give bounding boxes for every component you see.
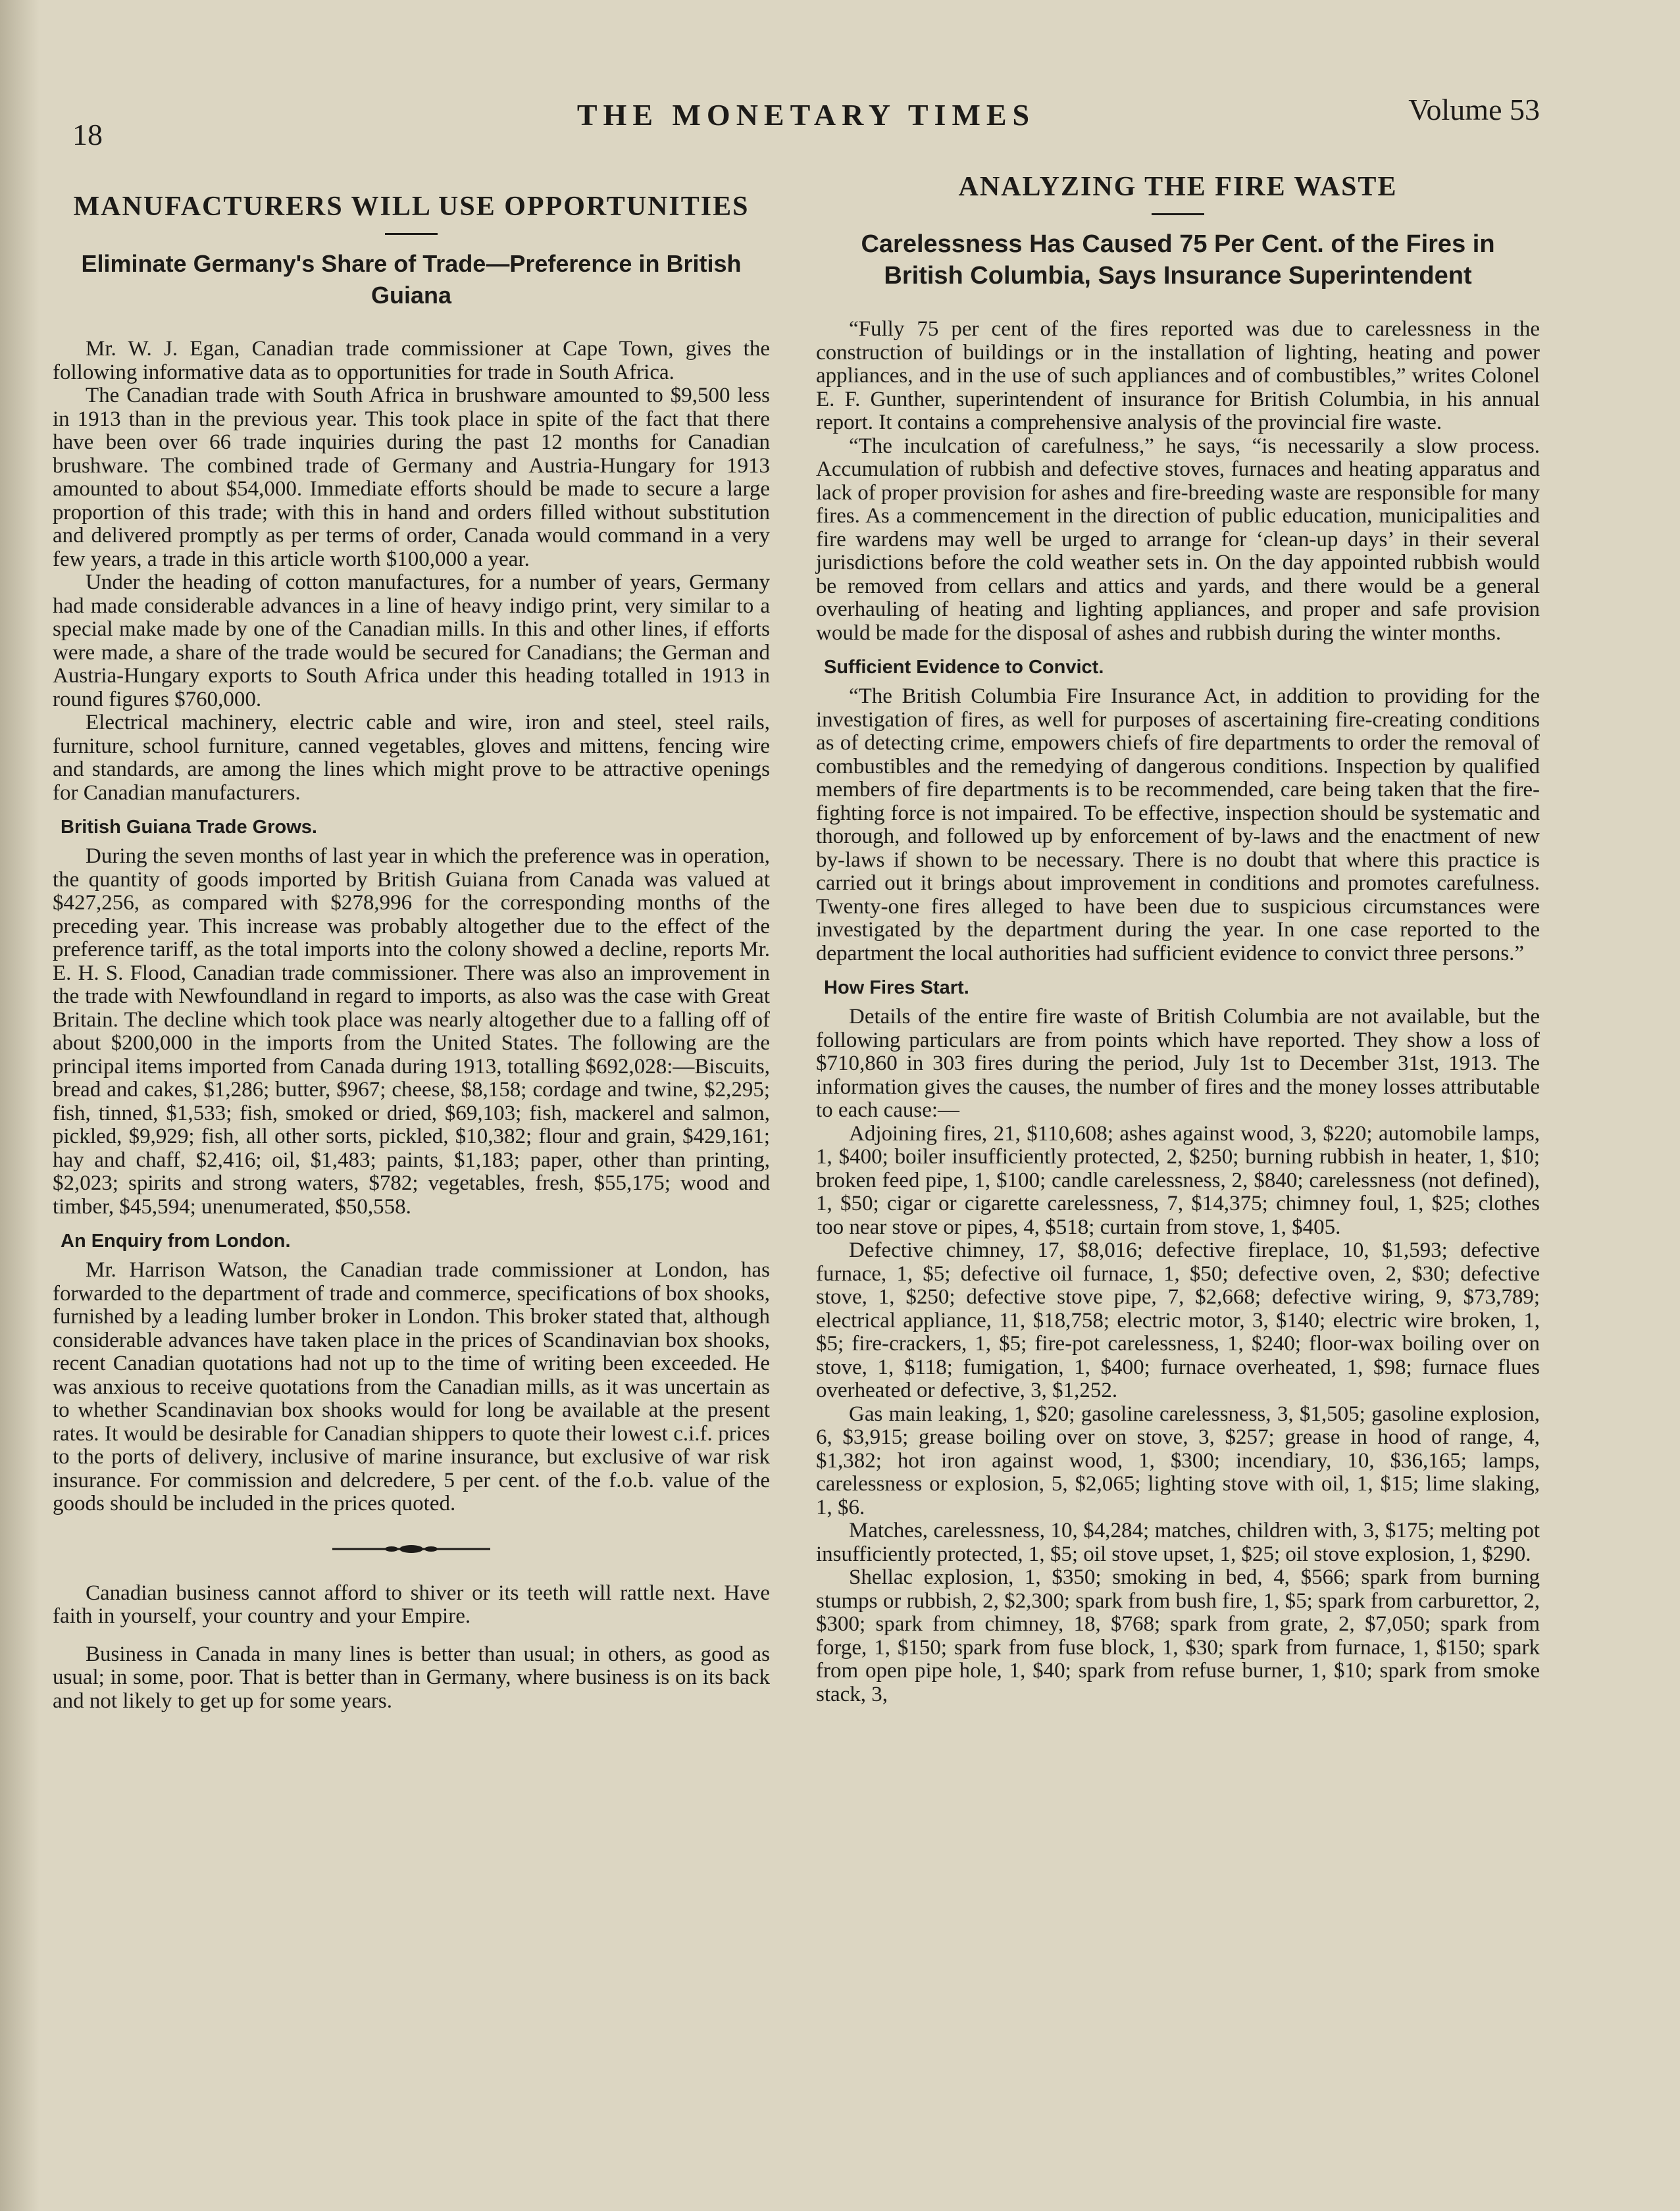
article-paragraph: Electrical machinery, electric cable and wire, iron and steel, steel rails, furniture, school furniture, canned vegetables, gloves and mittens, fencing wire and standards, are among the lines which might prove to be attractive openings for Canadian manufacturers. <box>53 711 770 805</box>
section-heading-guiana: British Guiana Trade Grows. <box>61 817 317 838</box>
right-subhead: Carelessness Has Caused 75 Per Cent. of the Fires in British Columbia, Says Insurance Superintendent <box>861 230 1495 290</box>
closing-notes <box>53 1582 770 1714</box>
article-paragraph: Details of the entire fire waste of British Columbia are not available, but the following particulars are from points which have reported. They show a loss of $710,860 in 303 fires during the period, July 1st to December 31st, 1913. The information gives the causes, the number of fires and the money losses attributable to each cause:— <box>816 1005 1540 1122</box>
section-heading-london: An Enquiry from London. <box>61 1231 291 1252</box>
article-paragraph: Under the heading of cotton manufactures, for a number of years, Germany had made considerable advances in a line of heavy indigo print, very similar to a special make made by one of the Canadian mills. In this and other lines, if efforts were made, a share of the trade would be secured for Canadians; the German and Austria-Hungary exports to South Africa under this heading totalled in 1913 in round figures $760,000. <box>53 571 770 711</box>
article-paragraph: Shellac explosion, 1, $350; smoking in bed, 4, $566; spark from burning stumps or rubbish, 2, $2,300; spark from bush fire, 1, $5; spark from carburettor, 2, $300; spark from chimney, 18, $768; spark from grate, 2, $7,050; spark from forge, 1, $150; spark from fuse block, 1, $30; spark from furnace, 1, $150; spark from open pipe hole, 1, $40; spark from refuse burner, 1, $10; spark from smoke stack, 3, <box>816 1565 1540 1706</box>
page-header <box>72 92 1540 151</box>
closing-paragraph: Canadian business cannot afford to shiver or its teeth will rattle next. Have faith in yourself, your country and your Empire. <box>53 1581 770 1628</box>
binding-shadow <box>0 0 39 2211</box>
article-paragraph: Mr. Harrison Watson, the Canadian trade commissioner at London, has forwarded to the department of trade and commerce, specifications of box shooks, furnished by a leading lumber broker in London. This broker stated that, although considerable advances have taken place in the prices of Scandinavian box shooks, recent Canadian quotations had not up to the time of writing been exceeded. He was anxious to receive quotations from the Canadian mills, as it was uncertain as to whether Scandinavian box shooks would for long be available at the present rates. It would be desirable for Canadian shippers to quote their lowest c.i.f. prices to the ports of delivery, inclusive of marine insurance, but exclusive of war risk insurance. For commission and delcredere, 5 per cent. of the f.o.b. value of the goods should be included in the prices quoted. <box>53 1258 770 1515</box>
left-headline: MANUFACTURERS WILL USE OPPORTUNITIES <box>73 191 750 222</box>
article-paragraph: Defective chimney, 17, $8,016; defective fireplace, 10, $1,593; defective furnace, 1, $5; defective oil furnace, 1, $50; defective oven, 2, $30; defective stove, 1, $250; defective stove pipe, 7, $2,668; defective wiring, 9, $73,789; electrical appliance, 11, $18,758; electric motor, 3, $140; electric wire broken, 1, $5; fire-crackers, 1, $5; fire-pot carelessness, 1, $240; floor-wax boiling over on stove, 1, $118; fumigation, 1, $400; furnace overheated, 1, $98; furnace flues overheated or defective, 3, $1,252. <box>816 1238 1540 1402</box>
ornamental-divider <box>332 1542 490 1556</box>
headline-rule <box>1152 213 1204 215</box>
publication-title: THE MONETARY TIMES <box>576 98 1036 132</box>
left-subhead: Eliminate Germany's Share of Trade—Preference in British Guiana <box>81 250 742 309</box>
volume-label: Volume 53 <box>1408 93 1540 126</box>
section-heading-fires: How Fires Start. <box>824 977 969 998</box>
article-paragraph: “Fully 75 per cent of the fires reported was due to carelessness in the construction of buildings or in the installation of lighting, heating and power appliances, and in the use of such appliances and of combustibles,” writes Colonel E. F. Gunther, superintendent of insurance for British Columbia, in his annual report. It contains a comprehensive analysis of the provincial fire waste. <box>816 317 1540 434</box>
article-paragraph: “The British Columbia Fire Insurance Act, in addition to providing for the investigation of fires, as well for purposes of ascertaining fire-creating conditions as of detecting crime, empowers chiefs of fire departments to order the removal of combustibles and the remedying of dangerous conditions. Inspection by qualified members of fire departments is to be recommended, care being taken that the fire-fighting force is not impaired. To be effective, inspection should be systematic and thorough, and followed up by enforcement of by-laws and the enactment of new by-laws if shown to be necessary. There is no doubt that where this practice is carried out it brings about improvement in conditions and promotes carefulness. Twenty-one fires alleged to have been due to suspicious circumstances were investigated by the department during the year. In one case reported to the department the local authorities had sufficient evidence to convict three persons.” <box>816 684 1540 965</box>
article-paragraph: Adjoining fires, 21, $110,608; ashes against wood, 3, $220; automobile lamps, 1, $400; boiler insufficiently protected, 2, $250; burning rubbish in heater, 1, $10; broken feed pipe, 1, $100; candle carelessness, 2, $840; carelessness (not defined), 1, $50; cigar or cigarette carelessness, 7, $14,375; chimney foul, 1, $25; clothes too near stove or pipes, 4, $518; curtain from stove, 1, $405. <box>816 1121 1540 1239</box>
page-number: 18 <box>72 118 103 151</box>
closing-paragraph: Business in Canada in many lines is better than usual; in others, as good as usual; in some, poor. That is better than in Germany, where business is on its back and not likely to get up for some years. <box>53 1642 770 1713</box>
article-paragraph: The Canadian trade with South Africa in brushware amounted to $9,500 less in 1913 than in the previous year. This took place in spite of the fact that there have been over 66 trade inquiries during the past 12 months for Canadian brushware. The combined trade of Germany and Austria-Hungary for 1913 amounted to about $54,000. Immediate efforts should be made to secure a large proportion of this trade; with this in hand and orders filled without substitution and delivered promptly as per terms of order, Canada would command in a very few years, a trade in this article worth $100,000 a year. <box>53 384 770 571</box>
article-paragraph: Matches, carelessness, 10, $4,284; matches, children with, 3, $175; melting pot insufficiently protected, 1, $5; oil stove upset, 1, $25; oil stove explosion, 1, $290. <box>816 1519 1540 1566</box>
section-heading-evidence: Sufficient Evidence to Convict. <box>824 657 1104 678</box>
right-headline: ANALYZING THE FIRE WASTE <box>958 172 1398 202</box>
article-paragraph: Gas main leaking, 1, $20; gasoline carelessness, 3, $1,505; gasoline explosion, 6, $3,915; grease boiling over on stove, 3, $257; grease in hood of range, 4, $1,382; hot iron against wood, 1, $300; incendiary, 10, $36,165; lamps, carelessness or explosion, 5, $2,065; lighting stove with oil, 1, $15; lime slaking, 1, $6. <box>816 1402 1540 1519</box>
article-paragraph: “The inculcation of carefulness,” he says, “is necessarily a slow process. Accumulation of rubbish and defective stoves, furnaces and heating apparatus and lack of proper provision for ashes and fire-breeding waste are responsible for many fires. As a commencement in the direction of public education, municipalities and fire wardens may well be urged to arrange for ‘clean-up days’ in their several jurisdictions before the cold weather sets in. On the day appointed rubbish would be removed from cellars and attics and yards, and there would be a general overhauling of heating and lighting appliances, and proper and safe provision would be made for the disposal of ashes and rubbish during the winter months. <box>816 434 1540 645</box>
article-paragraph: During the seven months of last year in which the preference was in operation, the quantity of goods imported by British Guiana from Canada was valued at $427,256, as compared with $278,996 for the corresponding months of the preceding year. This increase was probably altogether due to the effect of the preference tariff, as the total imports into the colony showed a decline, reports Mr. E. H. S. Flood, Canadian trade commissioner. There was also an improvement in the trade with Newfoundland in regard to imports, as also was the case with Great Britain. The decline which took place was nearly altogether due to a falling off of about $200,000 in the imports from the United States. The following are the principal items imported from Canada during 1913, totalling $692,028:—Biscuits, bread and cakes, $1,286; butter, $967; cheese, $8,158; cordage and twine, $2,295; fish, tinned, $1,533; fish, smoked or dried, $69,103; fish, mackerel and salmon, pickled, $9,929; fish, all other sorts, pickled, $10,382; flour and grain, $429,161; hay and chaff, $2,416; oil, $1,483; paints, $1,183; paper, other than printing, $2,023; spirits and strong waters, $782; vegetables, fresh, $55,175; wood and timber, $45,594; unenumerated, $50,558. <box>53 844 770 1219</box>
headline-rule <box>385 233 438 235</box>
left-column <box>53 165 770 1727</box>
article-paragraph: Mr. W. J. Egan, Canadian trade commissioner at Cape Town, gives the following informative data as to opportunities for trade in South Africa. <box>53 337 770 384</box>
right-column <box>816 165 1540 1706</box>
